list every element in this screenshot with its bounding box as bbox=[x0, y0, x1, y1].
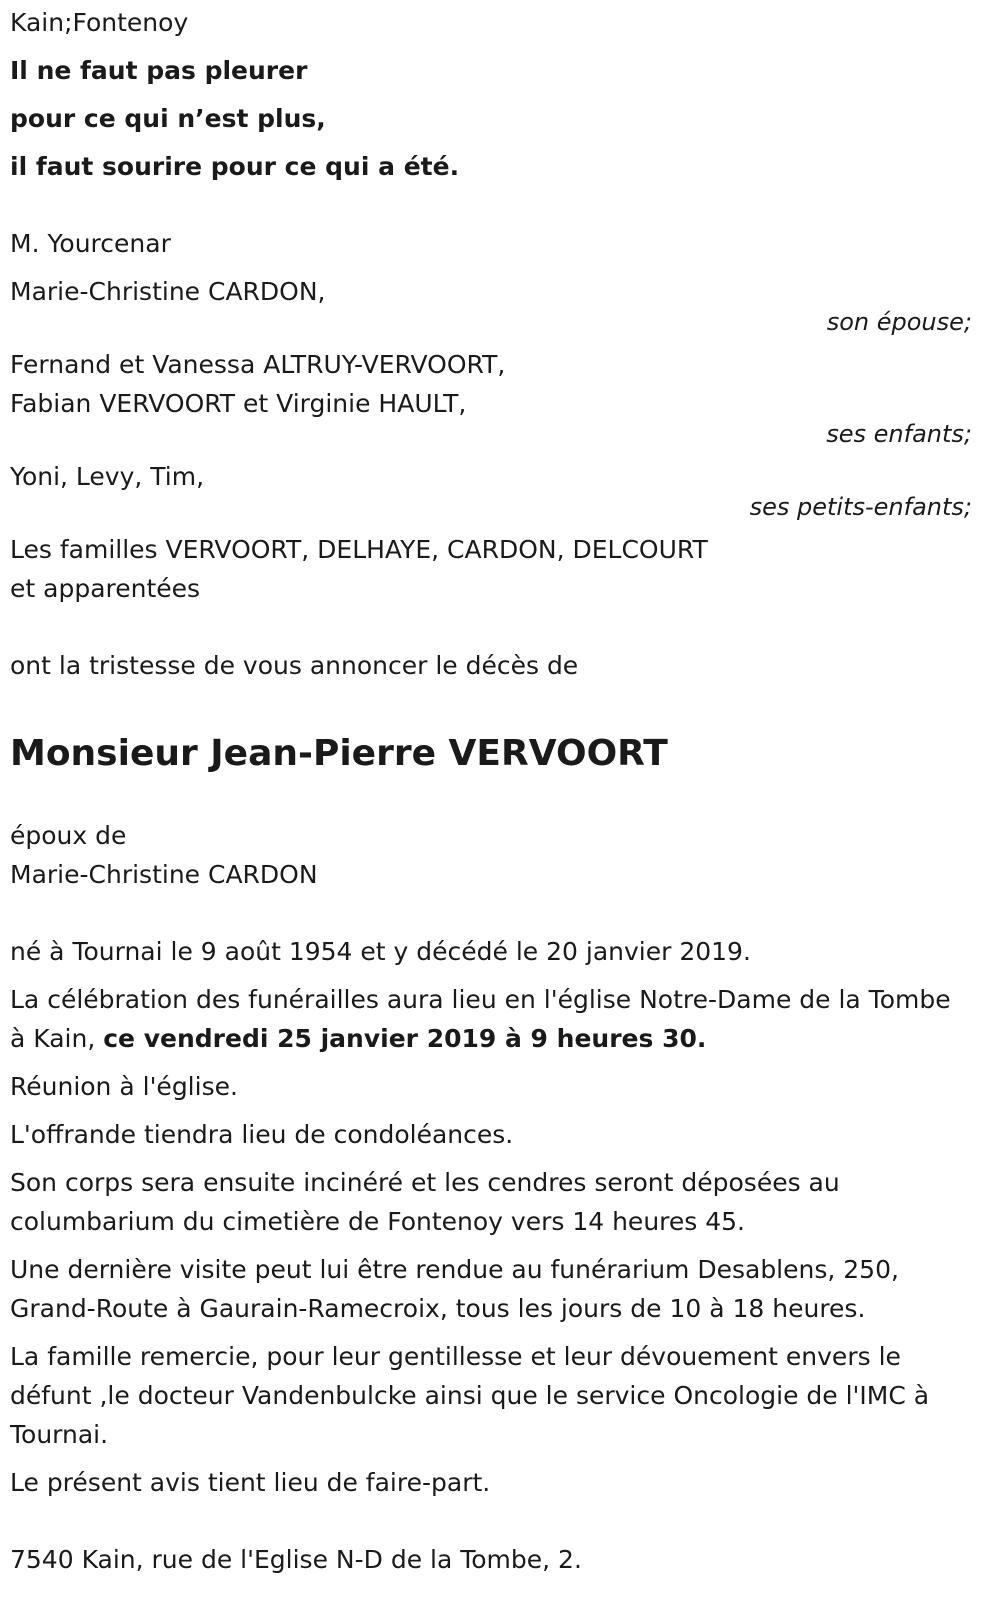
ceremony-date: ce vendredi 25 janvier 2019 à 9 heures 30. bbox=[103, 1024, 707, 1053]
spouse-role: son épouse; bbox=[826, 308, 972, 336]
ceremony-text: La célébration des funérailles aura lieu en l'église Notre-Dame de la Tombe à Kain, bbox=[10, 985, 951, 1053]
spouse-of-name: Marie-Christine CARDON bbox=[10, 860, 318, 889]
address: 7540 Kain, rue de l'Eglise N-D de la Tombe, 2. bbox=[10, 1545, 582, 1574]
ceremony-paragraph bbox=[10, 980, 972, 1058]
quote-author: M. Yourcenar bbox=[10, 229, 171, 258]
quote-line-2: pour ce qui n’est plus, bbox=[10, 104, 326, 133]
paragraph-thanks: La famille remercie, pour leur gentillesse et leur dévouement envers le défunt ,le docteur Vandenbulcke ainsi que le service Oncologie de l'IMC à Tournai. bbox=[10, 1342, 930, 1449]
grandchildren-role: ses petits-enfants; bbox=[749, 493, 972, 521]
paragraph-visit: Une dernière visite peut lui être rendue au funérarium Desablens, 250, Grand-Route à Gaurain-Ramecroix, tous les jours de 10 à 18 heures. bbox=[10, 1255, 899, 1323]
announcement: ont la tristesse de vous annoncer le décès de bbox=[10, 651, 579, 680]
quote-line-1: Il ne faut pas pleurer bbox=[10, 56, 308, 85]
obituary-notice bbox=[10, 3, 972, 1579]
deceased-name: Monsieur Jean-Pierre VERVOORT bbox=[10, 733, 668, 774]
paragraph-cremation: Son corps sera ensuite incinéré et les cendres seront déposées au columbarium du cimetière de Fontenoy vers 14 heures 45. bbox=[10, 1168, 840, 1236]
child-1: Fernand et Vanessa ALTRUY-VERVOORT, bbox=[10, 350, 506, 379]
birth-death: né à Tournai le 9 août 1954 et y décédé le 20 janvier 2019. bbox=[10, 937, 751, 966]
paragraph-meeting: Réunion à l'église. bbox=[10, 1072, 238, 1101]
spouse-name: Marie-Christine CARDON, bbox=[10, 277, 326, 306]
grandchildren: Yoni, Levy, Tim, bbox=[10, 462, 205, 491]
child-2: Fabian VERVOORT et Virginie HAULT, bbox=[10, 389, 467, 418]
paragraph-offering: L'offrande tiendra lieu de condoléances. bbox=[10, 1120, 514, 1149]
paragraph-notice: Le présent avis tient lieu de faire-part. bbox=[10, 1468, 491, 1497]
families-line-1: Les familles VERVOORT, DELHAYE, CARDON, DELCOURT bbox=[10, 535, 708, 564]
spouse-of-label: époux de bbox=[10, 821, 127, 850]
families-line-2: et apparentées bbox=[10, 574, 201, 603]
quote-line-3: il faut sourire pour ce qui a été. bbox=[10, 152, 460, 181]
location-line: Kain;Fontenoy bbox=[10, 8, 189, 37]
children-role: ses enfants; bbox=[826, 420, 972, 448]
